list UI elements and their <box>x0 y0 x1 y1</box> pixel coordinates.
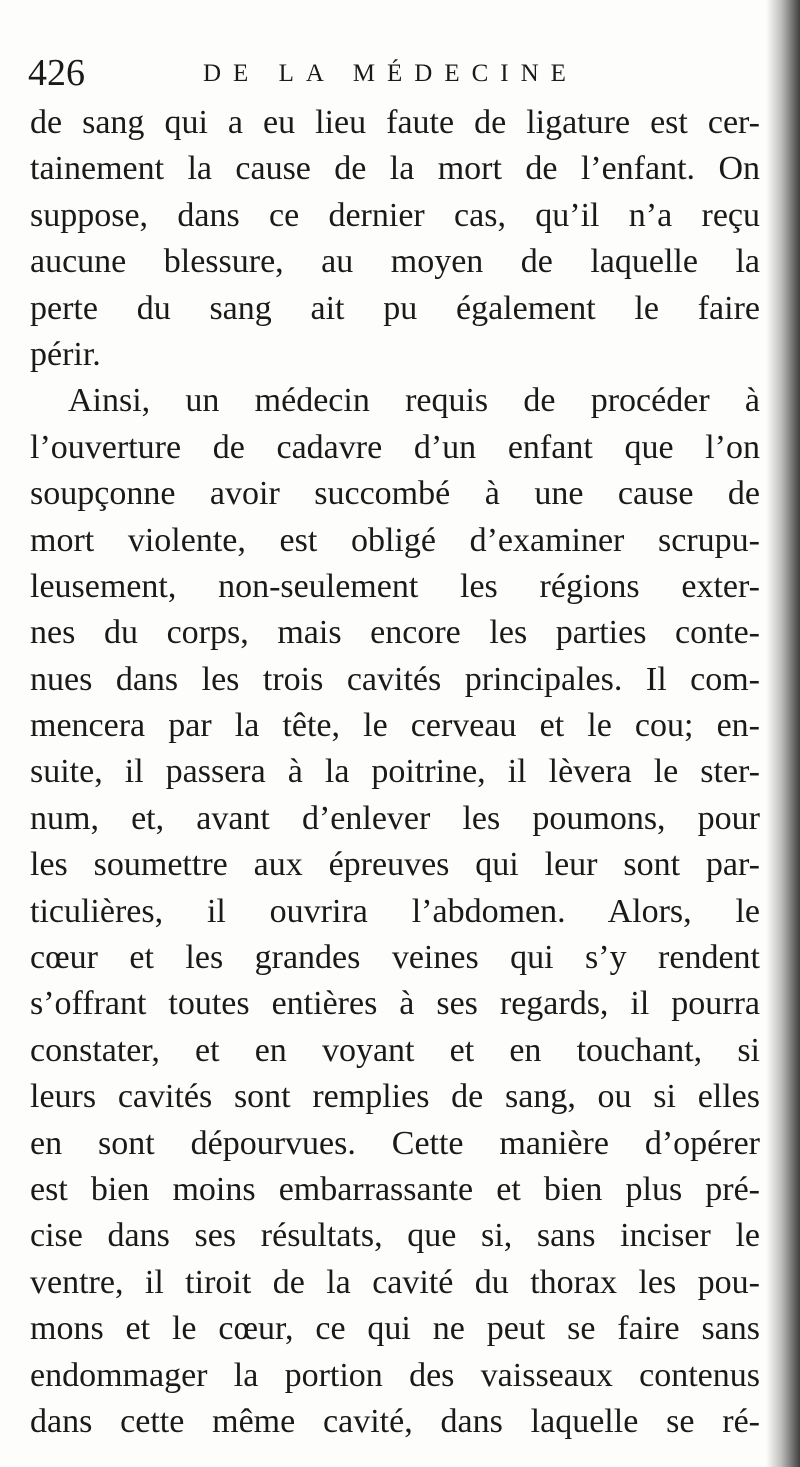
text-line: en sont dépourvues. Cette manière d’opérer <box>30 1124 760 1162</box>
page-number: 426 <box>28 52 85 94</box>
text-line: mort violente, est obligé d’examiner scrupu- <box>30 521 760 559</box>
text-line: cœur et les grandes veines qui s’y rendent <box>30 939 760 977</box>
text-line: nes du corps, mais encore les parties conte- <box>30 614 760 652</box>
text-line: num, et, avant d’enlever les poumons, pour <box>30 799 760 837</box>
text-line: mons et le cœur, ce qui ne peut se faire sans <box>30 1310 760 1348</box>
text-line: dans cette même cavité, dans laquelle se ré- <box>30 1402 760 1440</box>
text-line: mencera par la tête, le cerveau et le cou; en- <box>30 707 760 745</box>
text-line: les soumettre aux épreuves qui leur sont par- <box>30 846 760 884</box>
text-line: ticulières, il ouvrira l’abdomen. Alors, le <box>30 892 760 930</box>
text-line: aucune blessure, au moyen de laquelle la <box>30 243 760 281</box>
text-line: nues dans les trois cavités principales. Il com- <box>30 660 760 698</box>
page-header <box>28 48 768 98</box>
text-line: s’offrant toutes entières à ses regards, il pourra <box>30 985 760 1023</box>
text-line: Ainsi, un médecin requis de procéder à <box>68 382 760 420</box>
body-text <box>30 100 760 1445</box>
text-line: tainement la cause de la mort de l’enfant. On <box>30 150 760 188</box>
text-line: ventre, il tiroit de la cavité du thorax les pou- <box>30 1263 760 1301</box>
text-line: périr. <box>30 335 101 373</box>
text-line: suite, il passera à la poitrine, il lèvera le ster- <box>30 753 760 791</box>
text-line: est bien moins embarrassante et bien plus pré- <box>30 1170 760 1208</box>
text-line: soupçonne avoir succombé à une cause de <box>30 475 760 513</box>
text-line: cise dans ses résultats, que si, sans inciser le <box>30 1217 760 1255</box>
text-line: leurs cavités sont remplies de sang, ou si elles <box>30 1078 760 1116</box>
text-line: de sang qui a eu lieu faute de ligature est cer- <box>30 104 760 141</box>
text-line: constater, et en voyant et en touchant, si <box>30 1031 760 1069</box>
text-line: l’ouverture de cadavre d’un enfant que l’on <box>30 428 760 466</box>
text-line: perte du sang ait pu également le faire <box>30 289 760 327</box>
text-line: endommager la portion des vaisseaux contenus <box>30 1356 760 1394</box>
running-title: DE LA MÉDECINE <box>203 60 578 87</box>
text-line: leusement, non-seulement les régions exter- <box>30 567 760 605</box>
text-line: suppose, dans ce dernier cas, qu’il n’a reçu <box>30 196 760 234</box>
page-edge-shadow <box>766 0 800 1467</box>
